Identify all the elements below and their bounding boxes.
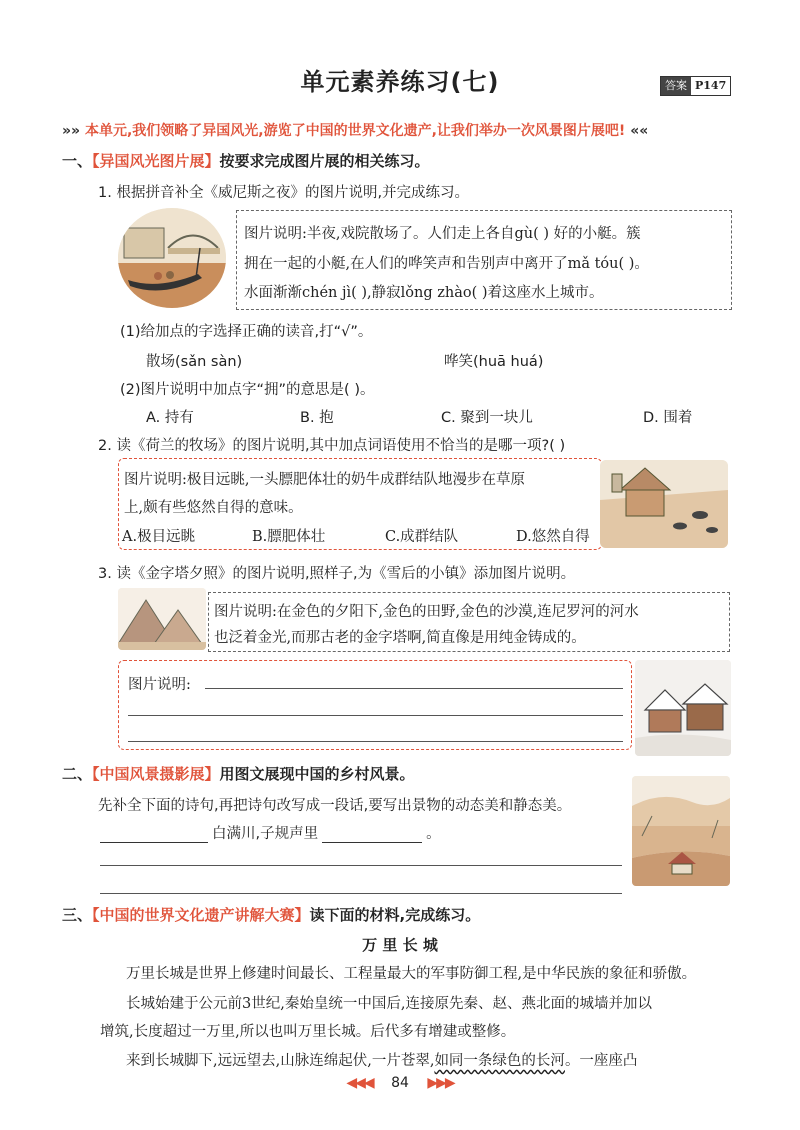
section3-number: 三、 [62,906,93,924]
q1-option-d[interactable]: D. 围着 [643,410,693,426]
answer-tag[interactable] [660,76,731,96]
page-footer [0,1075,800,1091]
q3-example-line1: 图片说明:在金色的夕阳下,金色的田野,金色的沙漠,连尼罗河的河水 [214,604,639,620]
q1-option-b[interactable]: B. 抱 [300,410,334,426]
q3-answer-line-2[interactable] [128,715,623,716]
unit-intro [62,120,742,140]
article-paragraph-2a: 长城始建于公元前3世纪,秦始皇统一中国后,连接原先秦、赵、燕北面的城墙并加以 [126,996,652,1012]
q3-answer-line-1[interactable] [205,688,623,689]
rewrite-line-2[interactable] [100,893,622,894]
q1-stem: 1. 根据拼音补全《威尼斯之夜》的图片说明,并完成练习。 [98,185,470,201]
intro-prefix-icon: »» [62,123,81,139]
poem-fill-line [100,822,441,843]
q1-sub2: (2)图片说明中加点字“拥”的意思是( )。 [120,382,375,398]
q3-answer-box [118,660,632,750]
article-paragraph-2b: 增筑,长度超过一万里,所以也叫万里长城。后代多有增建或整修。 [100,1024,516,1040]
q1-caption-line1: 图片说明:半夜,戏院散场了。人们走上各自gù( ) 好的小艇。簇 [244,226,641,242]
q3-stem: 3. 读《金字塔夕照》的图片说明,照样子,为《雪后的小镇》添加图片说明。 [98,566,576,582]
section3-title: 读下面的材料,完成练习。 [309,906,481,924]
pyramid-picture [118,588,206,650]
answer-page: P147 [695,79,727,92]
section3-heading [62,904,480,925]
article-paragraph-3-end: 。一座座凸 [564,1053,638,1069]
poem-end-punct: 。 [426,826,441,842]
q1-option-a[interactable]: A. 持有 [146,410,194,426]
next-page-arrows-icon[interactable]: ▶▶▶ [427,1075,454,1091]
snowy-town-picture [635,660,731,756]
q2-option-c[interactable]: C.成群结队 [385,529,459,545]
q3-answer-line-3[interactable] [128,741,623,742]
section1-number: 一、 [62,152,93,170]
poem-blank-1[interactable] [100,824,208,843]
article-paragraph-3 [126,1049,637,1070]
poem-middle-text: 白满川,子规声里 [212,826,319,842]
dutch-pasture-picture [600,460,728,548]
q1-sub1-option-a[interactable]: 散场(sǎn sàn) [146,354,243,370]
intro-suffix-icon: «« [630,123,649,139]
section1-title: 按要求完成图片展的相关练习。 [219,152,430,170]
q3-answer-label: 图片说明: [128,677,191,693]
section2-heading [62,763,415,784]
rewrite-line-1[interactable] [100,865,622,866]
q1-option-c[interactable]: C. 聚到一块儿 [441,410,533,426]
q1-caption-line3: 水面渐渐chén jì( ),静寂lǒng zhào( )着这座水上城市。 [244,285,604,301]
section2-instruction: 先补全下面的诗句,再把诗句改写成一段话,要写出景物的动态美和静态美。 [98,798,572,814]
section2-title: 用图文展现中国的乡村风景。 [219,765,415,783]
q2-option-b[interactable]: B.膘肥体壮 [252,529,326,545]
page-title: 单元素养练习(七) [300,68,500,96]
q2-option-a[interactable]: A.极目远眺 [122,529,196,545]
section2-number: 二、 [62,765,93,783]
countryside-picture [632,776,730,886]
article-paragraph-1: 万里长城是世界上修建时间最长、工程量最大的军事防御工程,是中华民族的象征和骄傲。 [126,966,697,982]
section3-tag: 【中国的世界文化遗产讲解大赛】 [92,906,310,924]
prev-page-arrows-icon[interactable]: ◀◀◀ [346,1075,373,1091]
article-wavy-phrase: 如同一条绿色的长河 [434,1053,565,1069]
section1-heading [62,150,430,171]
q1-sub1-option-b[interactable]: 哗笑(huā huá) [444,354,544,370]
article-title: 万 里 长 城 [362,936,438,954]
venice-picture [118,208,226,308]
q2-caption-line2: 上,颇有些悠然自得的意味。 [124,500,303,516]
q1-caption-line2: 拥在一起的小艇,在人们的哗笑声和告别声中离开了mǎ tóu( )。 [244,256,649,272]
article-paragraph-3-start: 来到长城脚下,远远望去,山脉连绵起伏,一片苍翠, [126,1053,435,1069]
q2-stem: 2. 读《荷兰的牧场》的图片说明,其中加点词语使用不恰当的是哪一项?( ) [98,438,566,454]
answer-label: 答案 [661,77,691,95]
section1-tag: 【异国风光图片展】 [92,152,220,170]
q3-example-line2: 也泛着金光,而那古老的金字塔啊,简直像是用纯金铸成的。 [214,630,586,646]
q2-option-d[interactable]: D.悠然自得 [516,529,590,545]
q2-caption-line1: 图片说明:极目远眺,一头膘肥体壮的奶牛成群结队地漫步在草原 [124,472,525,488]
intro-text: 本单元,我们领略了异国风光,游览了中国的世界文化遗产,让我们举办一次风景图片展吧! [84,123,626,139]
section2-tag: 【中国风景摄影展】 [92,765,220,783]
poem-blank-2[interactable] [322,824,422,843]
page-number: 84 [391,1075,409,1091]
q1-sub1: (1)给加点的字选择正确的读音,打“√”。 [120,324,373,340]
